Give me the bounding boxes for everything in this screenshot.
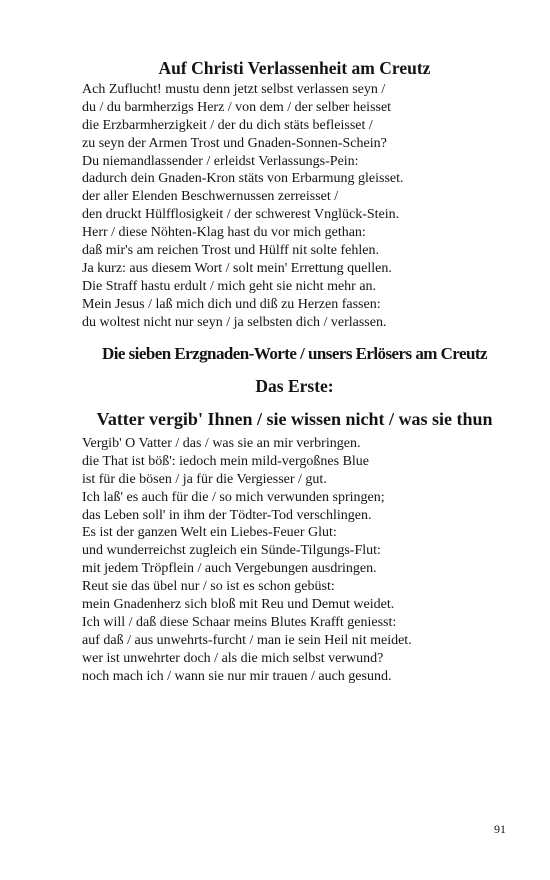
poem-line: Mein Jesus / laß mich dich und diß zu Herzen fassen: <box>82 296 381 312</box>
poem-line: Ich laß' es auch für die / so mich verwunden springen; <box>82 489 385 505</box>
section-title-erzgnaden-worte: Die sieben Erzgnaden-Worte / unsers Erlösers am Creutz <box>101 344 488 363</box>
poem-line: mein Gnadenherz sich bloß mit Reu und Demut weidet. <box>82 597 395 613</box>
poem-line: Die Straff hastu erdult / mich geht sie nicht mehr an. <box>82 278 377 294</box>
poem-line: noch mach ich / wann sie nur mir trauen / auch gesund. <box>82 668 392 684</box>
poem-line: Ja kurz: aus diesem Wort / solt mein' Errettung quellen. <box>82 260 392 276</box>
poem-line: und wunderreichst zugleich ein Sünde-Tilgungs-Flut: <box>82 543 381 559</box>
poem-line: die Erzbarmherzigkeit / der du dich stäts befleisset / <box>82 117 373 133</box>
poem-line: den druckt Hülfflosigkeit / der schwerest Vnglück-Stein. <box>82 207 400 223</box>
poem-line: Ich will / daß diese Schaar meins Blutes Krafft geniesst: <box>82 614 397 630</box>
poem-line: Herr / diese Nöhten-Klag hast du vor mich gethan: <box>82 225 366 241</box>
poem-line: auf daß / aus unwehrts-furcht / man ie sein Heil nit meidet. <box>82 632 412 648</box>
poem-line: das Leben soll' in ihm der Tödter-Tod verschlingen. <box>82 507 372 523</box>
page-number: 91 <box>494 822 506 836</box>
poem-line: Vergib' O Vatter / das / was sie an mir verbringen. <box>82 436 361 451</box>
poem-line: du woltest nicht nur seyn / ja selbsten dich / verlassen. <box>82 314 387 330</box>
poem-line: die That ist böß': iedoch mein mild-vergoßnes Blue <box>82 453 370 469</box>
poem-subtitle-vatter-vergib: Vatter vergib' Ihnen / sie wissen nicht / was sie thun <box>96 409 493 429</box>
poem-stanza-das-erste <box>82 435 412 685</box>
poem-line: wer ist unwehrter doch / als die mich selbst verwund? <box>82 650 384 666</box>
poem-line: Reut sie das übel nur / so ist es schon gebüst: <box>82 579 335 595</box>
poem-line: Es ist der ganzen Welt ein Liebes-Feuer Glut: <box>82 525 337 541</box>
poem-line: ist für die bösen / ja für die Vergiesser / gut. <box>82 471 327 487</box>
poem-line: mit jedem Tröpflein / auch Vergebungen ausdringen. <box>82 561 377 577</box>
poem-line: der aller Elenden Beschwernussen zerreisset / <box>82 189 339 205</box>
poem-title-das-erste: Das Erste: <box>255 376 334 396</box>
poem-line: daß mir's am reichen Trost und Hülff nit solte fehlen. <box>82 243 380 259</box>
poem-line: du / du barmherzigs Herz / von dem / der selber heisset <box>82 99 392 115</box>
poem-line: Ach Zuflucht! mustu denn jetzt selbst verlassen seyn / <box>82 82 386 97</box>
poem-line: zu seyn der Armen Trost und Gnaden-Sonnen-Schein? <box>82 135 387 151</box>
poem-line: Du niemandlassender / erleidst Verlassungs-Pein: <box>82 153 359 169</box>
poem-line: dadurch dein Gnaden-Kron stäts von Erbarmung gleisset. <box>82 171 404 187</box>
poem-title-christi-verlassenheit: Auf Christi Verlassenheit am Creutz <box>158 58 431 78</box>
poem-stanza-verlassenheit <box>82 81 404 331</box>
